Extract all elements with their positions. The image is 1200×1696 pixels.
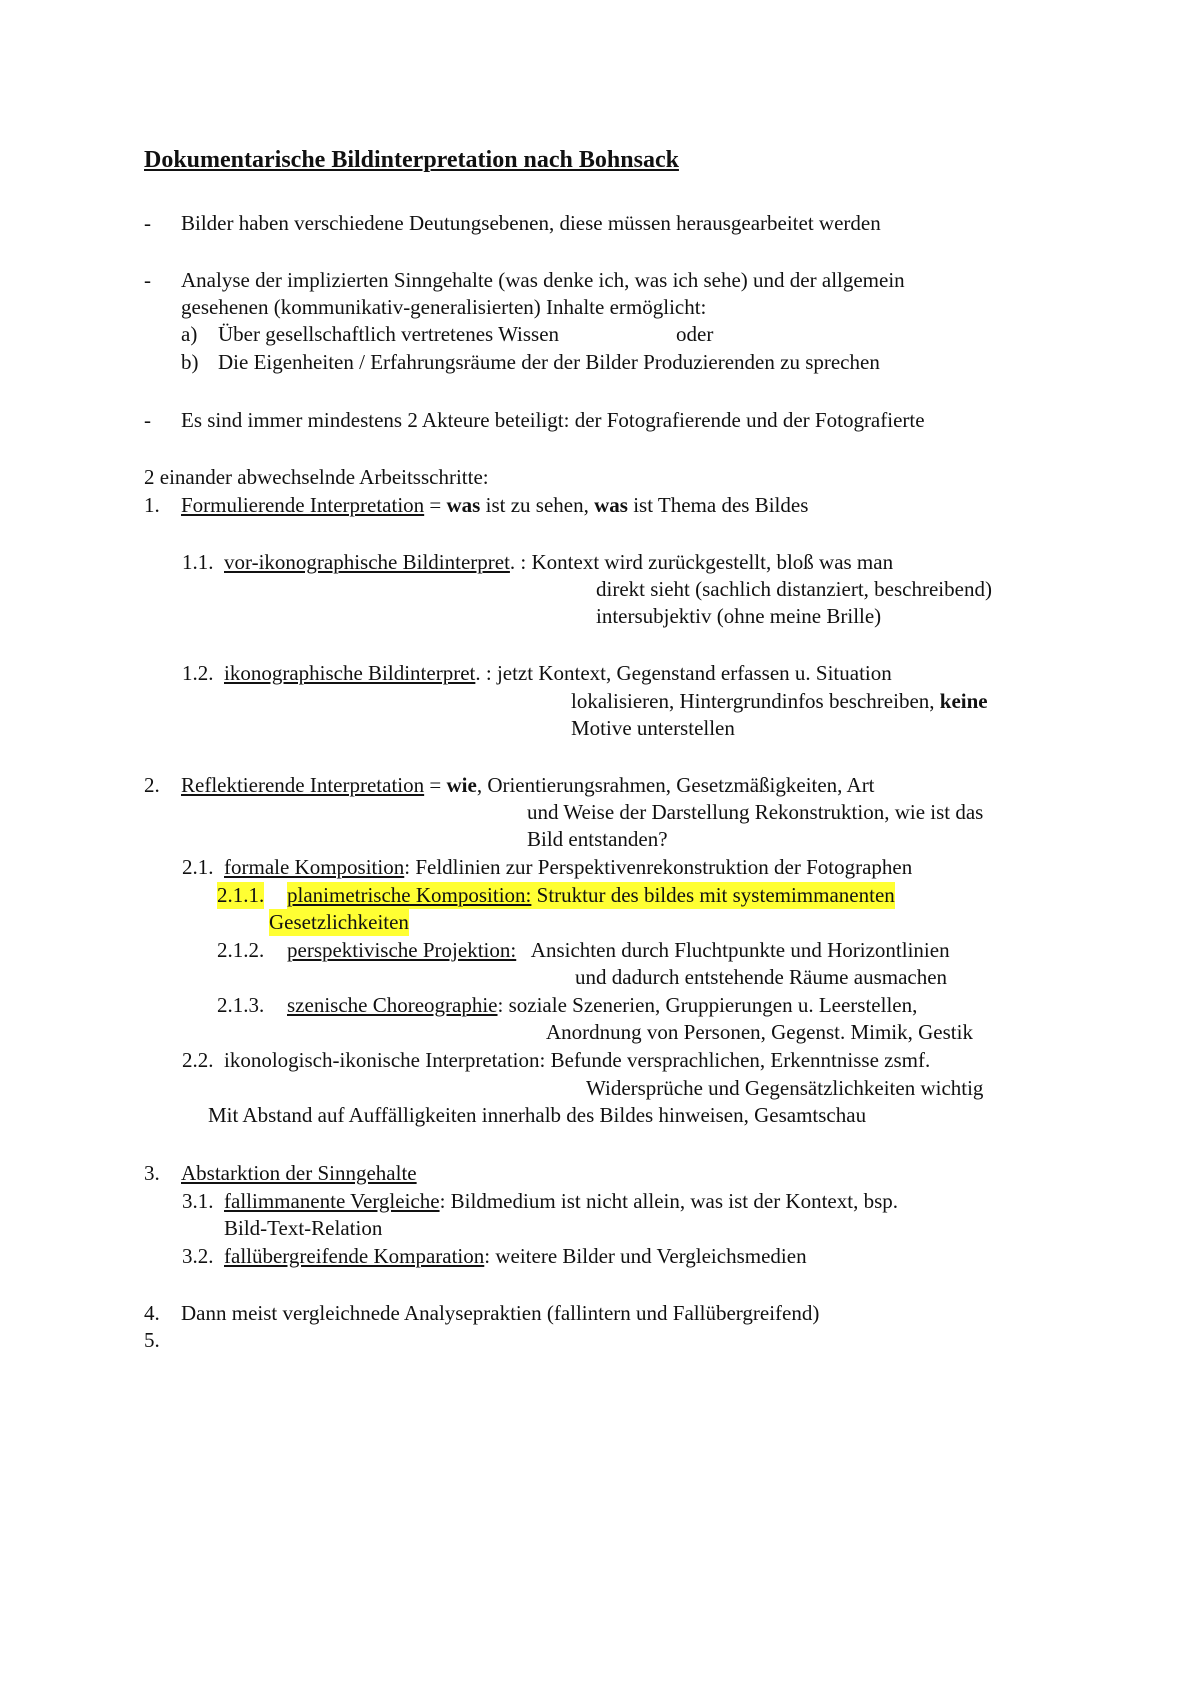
bullet-dash: -: [144, 268, 151, 292]
item-text: Motive unterstellen: [571, 716, 735, 740]
item-text: Abstarktion der Sinngehalte: [181, 1161, 417, 1185]
item-number: 2.2.: [182, 1048, 214, 1072]
sublist-text: Über gesellschaftlich vertretenes Wissen: [218, 322, 560, 346]
item-number: 2.1.2.: [217, 938, 265, 962]
sublist-marker: a): [181, 322, 198, 346]
item-text: ikonographische Bildinterpret. : jetzt Kontext, Gegenstand erfassen u. Situation: [224, 661, 892, 685]
item-text: Bild entstanden?: [527, 827, 668, 851]
item-number: 2.1.: [182, 855, 214, 879]
item-text: Reflektierende Interpretation = wie, Orientierungsrahmen, Gesetzmäßigkeiten, Art: [181, 773, 875, 797]
item-text: Widersprüche und Gegensätzlichkeiten wichtig: [586, 1076, 984, 1100]
item-number: 3.: [144, 1161, 160, 1185]
bullet-text: Bilder haben verschiedene Deutungsebenen, diese müssen herausgearbeitet werden: [181, 211, 881, 235]
bullet-text: Es sind immer mindestens 2 Akteure beteiligt: der Fotografierende und der Fotografierte: [181, 408, 925, 432]
sublist-text: Die Eigenheiten / Erfahrungsräume der der Bilder Produzierenden zu sprechen: [218, 350, 880, 374]
item-text: fallimmanente Vergleiche: Bildmedium ist nicht allein, was ist der Kontext, bsp.: [224, 1189, 899, 1213]
item-text: und dadurch entstehende Räume ausmachen: [575, 965, 948, 989]
item-number: 3.1.: [182, 1189, 214, 1213]
item-number: 1.2.: [182, 661, 214, 685]
item-text: formale Komposition: Feldlinien zur Perspektivenrekonstruktion der Fotographen: [224, 855, 913, 879]
item-number: 3.2.: [182, 1244, 214, 1268]
item-text: direkt sieht (sachlich distanziert, beschreibend): [596, 577, 992, 601]
sublist-text: oder: [676, 322, 714, 346]
item-number: 4.: [144, 1301, 160, 1325]
item-number: 2.: [144, 773, 160, 797]
bullet-text: Analyse der implizierten Sinngehalte (was denke ich, was ich sehe) und der allgemein: [181, 268, 905, 292]
highlighted-item-number: 2.1.1.: [217, 883, 265, 907]
item-text: Anordnung von Personen, Gegenst. Mimik, Gestik: [546, 1020, 973, 1044]
highlighted-item-text: planimetrische Komposition: Struktur des bildes mit systemimmanenten: [287, 883, 895, 907]
item-text: szenische Choreographie: soziale Szenerien, Gruppierungen u. Leerstellen,: [287, 993, 918, 1017]
item-text: intersubjektiv (ohne meine Brille): [596, 604, 882, 628]
item-text: ikonologisch-ikonische Interpretation: Befunde versprachlichen, Erkenntnisse zsmf.: [224, 1048, 931, 1072]
sublist-marker: b): [181, 350, 199, 374]
item-text: vor-ikonographische Bildinterpret. : Kontext wird zurückgestellt, bloß was man: [224, 550, 894, 574]
item-number: 5.: [144, 1328, 160, 1352]
item-text: fallübergreifende Komparation: weitere Bilder und Vergleichsmedien: [224, 1244, 807, 1268]
item-text: lokalisieren, Hintergrundinfos beschreiben, keine: [571, 689, 988, 713]
item-text: Bild-Text-Relation: [224, 1216, 383, 1240]
item-text: Dann meist vergleichnede Analysepraktien (fallintern und Fallübergreifend): [181, 1301, 820, 1325]
item-number: 1.: [144, 493, 160, 517]
item-text: Mit Abstand auf Auffälligkeiten innerhalb des Bildes hinweisen, Gesamtschau: [208, 1103, 867, 1127]
item-text: perspektivische Projektion: Ansichten durch Fluchtpunkte und Horizontlinien: [287, 938, 950, 962]
item-text: und Weise der Darstellung Rekonstruktion, wie ist das: [527, 800, 984, 824]
item-text: Formulierende Interpretation = was ist zu sehen, was ist Thema des Bildes: [181, 493, 809, 517]
bullet-dash: -: [144, 408, 151, 432]
steps-intro: 2 einander abwechselnde Arbeitsschritte:: [144, 465, 489, 489]
bullet-text: gesehenen (kommunikativ-generalisierten) Inhalte ermöglicht:: [181, 295, 707, 319]
item-number: 2.1.3.: [217, 993, 265, 1017]
page-title: Dokumentarische Bildinterpretation nach Bohnsack: [144, 147, 679, 173]
item-number: 1.1.: [182, 550, 214, 574]
bullet-dash: -: [144, 211, 151, 235]
highlighted-item-text: Gesetzlichkeiten: [269, 910, 409, 934]
